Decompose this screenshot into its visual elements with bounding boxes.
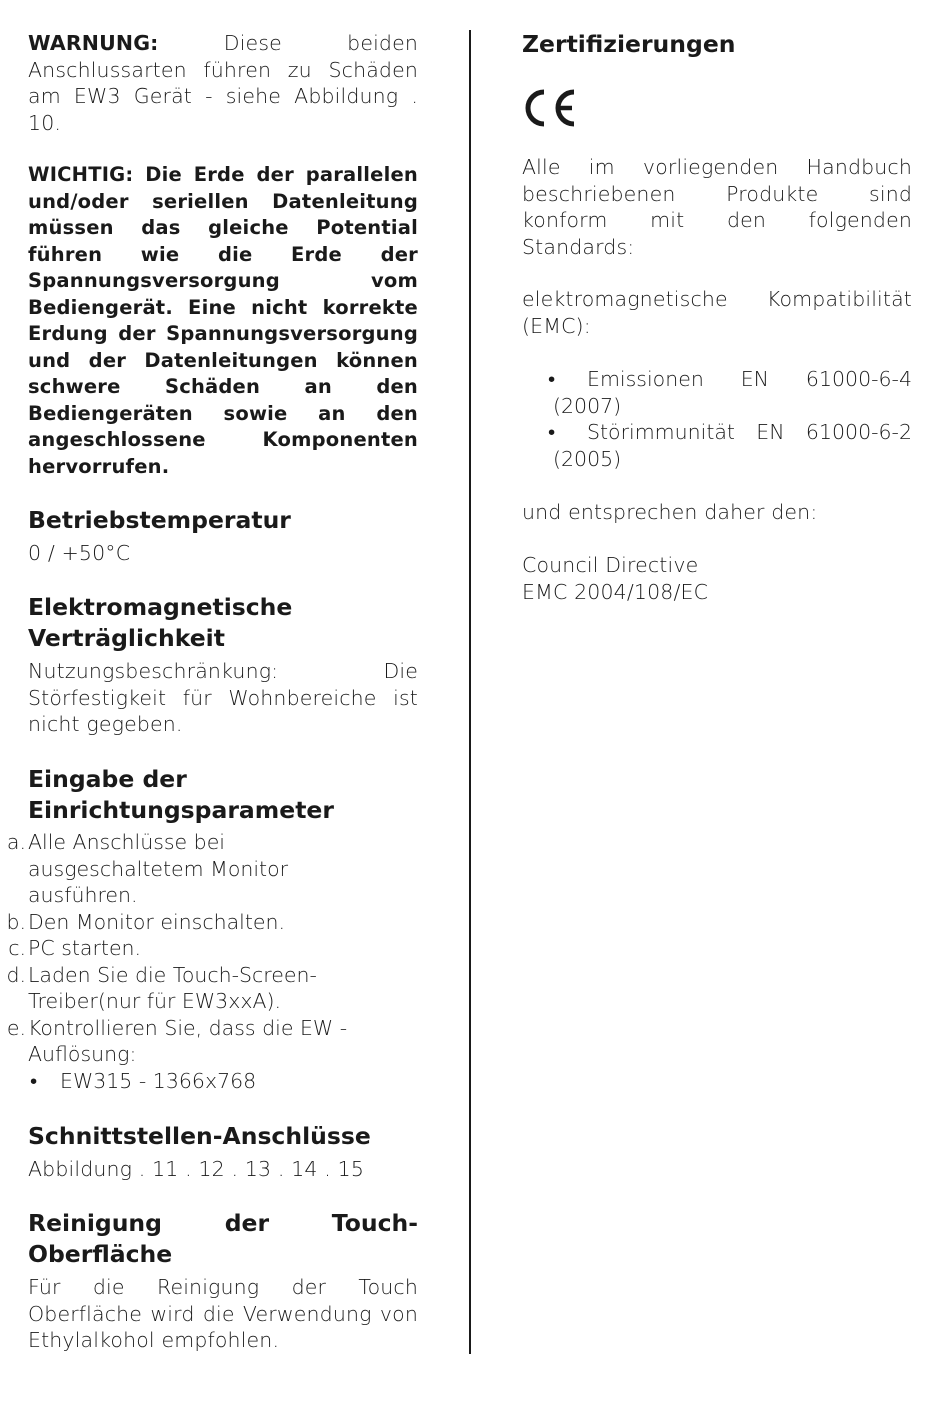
- therefore-text: und entsprechen daher den:: [522, 500, 818, 524]
- setup-steps-list: [6, 829, 418, 1068]
- setup-heading: Eingabe der Einrichtungsparameter: [28, 765, 334, 824]
- standards-list: [522, 366, 912, 472]
- conformity-text: Alle im vorliegenden Handbuch beschriebenen Produkte sind konform mit den folgenden Standards:: [522, 155, 912, 259]
- warning-block: [28, 30, 418, 136]
- certifications-heading: Zertifizierungen: [522, 30, 736, 58]
- list-item: a. Alle Anschlüsse bei ausgeschaltetem Monitor ausführen.: [6, 830, 289, 907]
- warning-label: WARNUNG:: [28, 31, 159, 55]
- ports-heading: Schnittstellen-Anschlüsse: [28, 1122, 371, 1150]
- important-block: [28, 162, 418, 480]
- bullet-icon: •: [30, 1069, 38, 1093]
- temperature-heading: Betriebstemperatur: [28, 506, 291, 534]
- cleaning-heading: Reinigung der Touch- Oberfläche: [28, 1209, 418, 1268]
- cleaning-text: Für die Reinigung der Touch Oberfläche wird die Verwendung von Ethylalkohol empfohlen.: [28, 1275, 418, 1352]
- column-divider: [469, 30, 471, 1354]
- directive-line-1: Council Directive: [522, 553, 699, 577]
- important-text: WICHTIG: Die Erde der parallelen und/oder seriellen Datenleitung müssen das gleiche Potential führen wie die Erde der Spannungsversorgung vom Bediengerät. Eine nicht korrekte Erdung der Spannungsversorgung und der Datenleitungen können schwere Schäden an den Bediengeräten sowie an den angeschlossene Komponenten hervorrufen.: [28, 163, 418, 478]
- bullet-icon: •: [548, 420, 556, 444]
- ce-mark-icon: [522, 88, 578, 128]
- list-item: c. PC starten.: [8, 936, 142, 960]
- ports-text: Abbildung . 11 . 12 . 13 . 14 . 15: [28, 1157, 365, 1181]
- list-item: • Störimmunität EN 61000-6-2 (2005): [548, 420, 912, 471]
- warning-text: Diese beiden Anschlussarten führen zu Schäden am EW3 Gerät - siehe Abbildung . 10.: [28, 31, 418, 135]
- temperature-value: 0 / +50°C: [28, 541, 131, 565]
- resolution-list: [28, 1068, 418, 1095]
- emv-heading: Elektromagnetische Verträglichkeit: [28, 593, 293, 652]
- emv-text: Nutzungsbeschränkung: Die Störfestigkeit für Wohnbereiche ist nicht gegeben.: [28, 659, 418, 736]
- list-item: e. Kontrollieren Sie, dass die EW -Auflösung:: [6, 1015, 348, 1066]
- list-item: d. Laden Sie die Touch-Screen-Treiber(nur für EW3xxA).: [6, 962, 317, 1013]
- list-item: • Emissionen EN 61000-6-4 (2007): [548, 367, 912, 418]
- list-item: b. Den Monitor einschalten.: [6, 909, 286, 934]
- directive-line-2: EMC 2004/108/EC: [522, 580, 709, 604]
- list-item: • EW315 - 1366x768: [30, 1069, 257, 1093]
- bullet-icon: •: [548, 367, 556, 391]
- emc-text: elektromagnetische Kompatibilität (EMC):: [522, 287, 912, 338]
